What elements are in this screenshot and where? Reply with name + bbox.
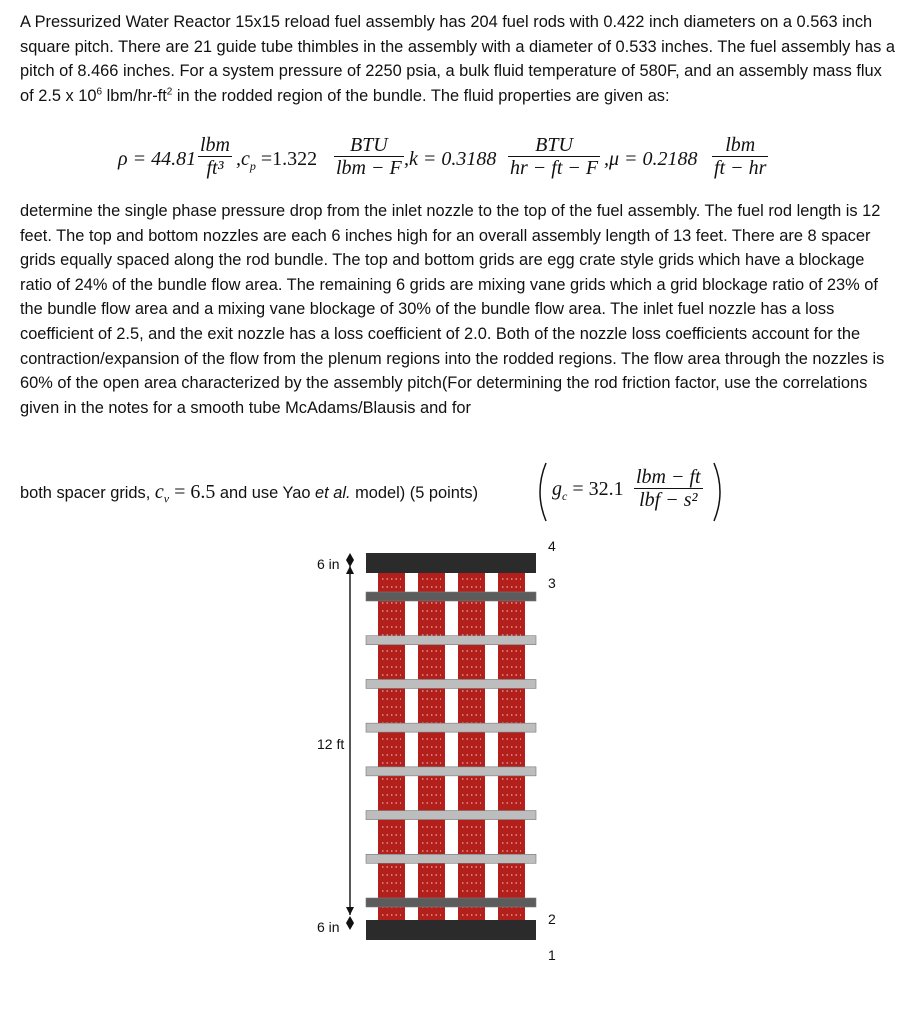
cp-lhs bbox=[236, 148, 317, 174]
spacer-grid-8 bbox=[366, 898, 536, 907]
station-4-label: 4 bbox=[548, 538, 556, 554]
mu-lhs: ,μ = 0.2188 bbox=[604, 148, 698, 170]
problem-text-3b: and use Yao bbox=[215, 484, 315, 502]
rod-length-label: 12 ft bbox=[317, 736, 345, 752]
fluid-properties-equation bbox=[0, 132, 923, 188]
spacer-grid-6 bbox=[366, 811, 536, 820]
cp-symbol: ,c bbox=[236, 148, 250, 170]
rho-lhs: ρ = 44.81 bbox=[118, 148, 197, 170]
gc-units bbox=[634, 466, 703, 511]
gc-symbol: g bbox=[552, 478, 562, 500]
spacer-grid-3 bbox=[366, 679, 536, 688]
gc-subscript: c bbox=[562, 489, 568, 503]
cp-units-den: lbm − F bbox=[336, 157, 402, 179]
mu-units-den: ft − hr bbox=[714, 157, 767, 179]
cv-symbol: c bbox=[154, 481, 164, 503]
problem-text-1b: lbm/hr-ft bbox=[102, 86, 167, 105]
dimension-arrow-up bbox=[346, 566, 354, 574]
bottom-nozzle bbox=[366, 920, 536, 940]
cp-units-num: BTU bbox=[349, 134, 388, 156]
gc-lhs bbox=[552, 478, 624, 504]
fuel-assembly-diagram bbox=[300, 530, 600, 970]
station-2-label: 2 bbox=[548, 911, 556, 927]
top-nozzle bbox=[366, 553, 536, 573]
mu-units bbox=[712, 134, 768, 179]
cp-value: =1.322 bbox=[255, 148, 318, 170]
problem-text-3 bbox=[20, 481, 478, 506]
k-units-den: hr − ft − F bbox=[510, 157, 599, 179]
bottom-nozzle-height-label: 6 in bbox=[317, 919, 340, 935]
spacer-grid-4 bbox=[366, 723, 536, 732]
spacer-grid-1 bbox=[366, 592, 536, 601]
top-nozzle-height-label: 6 in bbox=[317, 556, 340, 572]
fuel-assembly-svg bbox=[300, 530, 600, 970]
gc-units-den: lbf − s² bbox=[639, 489, 698, 511]
cv-value: = 6.5 bbox=[169, 481, 216, 503]
rho-units-num: lbm bbox=[200, 134, 230, 156]
k-units-num: BTU bbox=[535, 134, 573, 156]
problem-text-3a: both spacer grids, bbox=[20, 484, 155, 502]
k-units bbox=[508, 134, 600, 179]
station-1-label: 1 bbox=[548, 947, 556, 963]
cp-units bbox=[334, 134, 404, 179]
problem-text-1a: A Pressurized Water Reactor 15x15 reload fuel assembly has 204 fuel rods with 0.422 inch diameters on a 0.563 inch square pitch. There are 21 guide tube thimbles in the assembly with a diameter of 0.533 inches. The fuel assembly has a pitch of 8.466 inches. For a system pressure of 2250 psia, a bulk fluid temperature of 580F, and an assembly mass flux of 2.5 x 10 bbox=[20, 13, 895, 105]
gc-units-num: lbm − ft bbox=[636, 466, 701, 488]
spacer-grid-2 bbox=[366, 636, 536, 645]
top-nozzle-dimension-marker bbox=[346, 553, 354, 567]
station-3-label: 3 bbox=[548, 575, 556, 591]
cp-subscript: p bbox=[249, 159, 256, 173]
k-lhs: ,k = 0.3188 bbox=[404, 148, 497, 170]
spacer-grid-7 bbox=[366, 854, 536, 863]
spacer-grid-5 bbox=[366, 767, 536, 776]
mu-units-num: lbm bbox=[725, 134, 756, 156]
problem-paragraph-2: determine the single phase pressure drop from the inlet nozzle to the top of the fuel assembly. The fuel rod length is 12 feet. The top and bottom nozzles are each 6 inches high for an overall assembly length of 13 feet. There are 8 spacer grids equally spaced along the rod bundle. The top and bottom grids are egg crate style grids which have a blockage ratio of 24% of the bundle flow area. The remaining 6 grids are mixing vane grids which a grid blockage ratio of 23% of the bundle flow area and a mixing vane blockage of 30% of the bundle flow area. The inlet fuel nozzle has a loss coefficient of 2.5, and the exit nozzle has a loss coefficient of 2.0. Both of the nozzle loss coefficients account for the contraction/expansion of the flow from the plenum regions into the rodded regions. The flow area through the nozzles is 60% of the open area characterized by the assembly pitch(For determining the rod friction factor, use the correlations given in the notes for a smooth tube McAdams/Blausis and for bbox=[20, 202, 885, 417]
bottom-nozzle-dimension-marker bbox=[346, 916, 354, 930]
problem-final-line bbox=[20, 460, 900, 524]
dimension-arrow-down bbox=[346, 907, 354, 915]
problem-text-3c: model) (5 points) bbox=[350, 484, 479, 502]
problem-paragraph-1 bbox=[20, 10, 900, 108]
area-exponent: 2 bbox=[166, 86, 173, 98]
rho-units bbox=[198, 134, 232, 179]
right-paren bbox=[714, 463, 720, 521]
mass-flux-exponent: 6 bbox=[96, 86, 103, 98]
gc-value: = 32.1 bbox=[567, 478, 624, 500]
rho-units-den: ft³ bbox=[206, 157, 224, 179]
et-al-text: et al. bbox=[314, 484, 351, 502]
left-paren bbox=[540, 463, 546, 521]
cv-subscript: v bbox=[163, 491, 170, 506]
problem-text-1c: in the rodded region of the bundle. The fluid properties are given as: bbox=[172, 86, 670, 105]
